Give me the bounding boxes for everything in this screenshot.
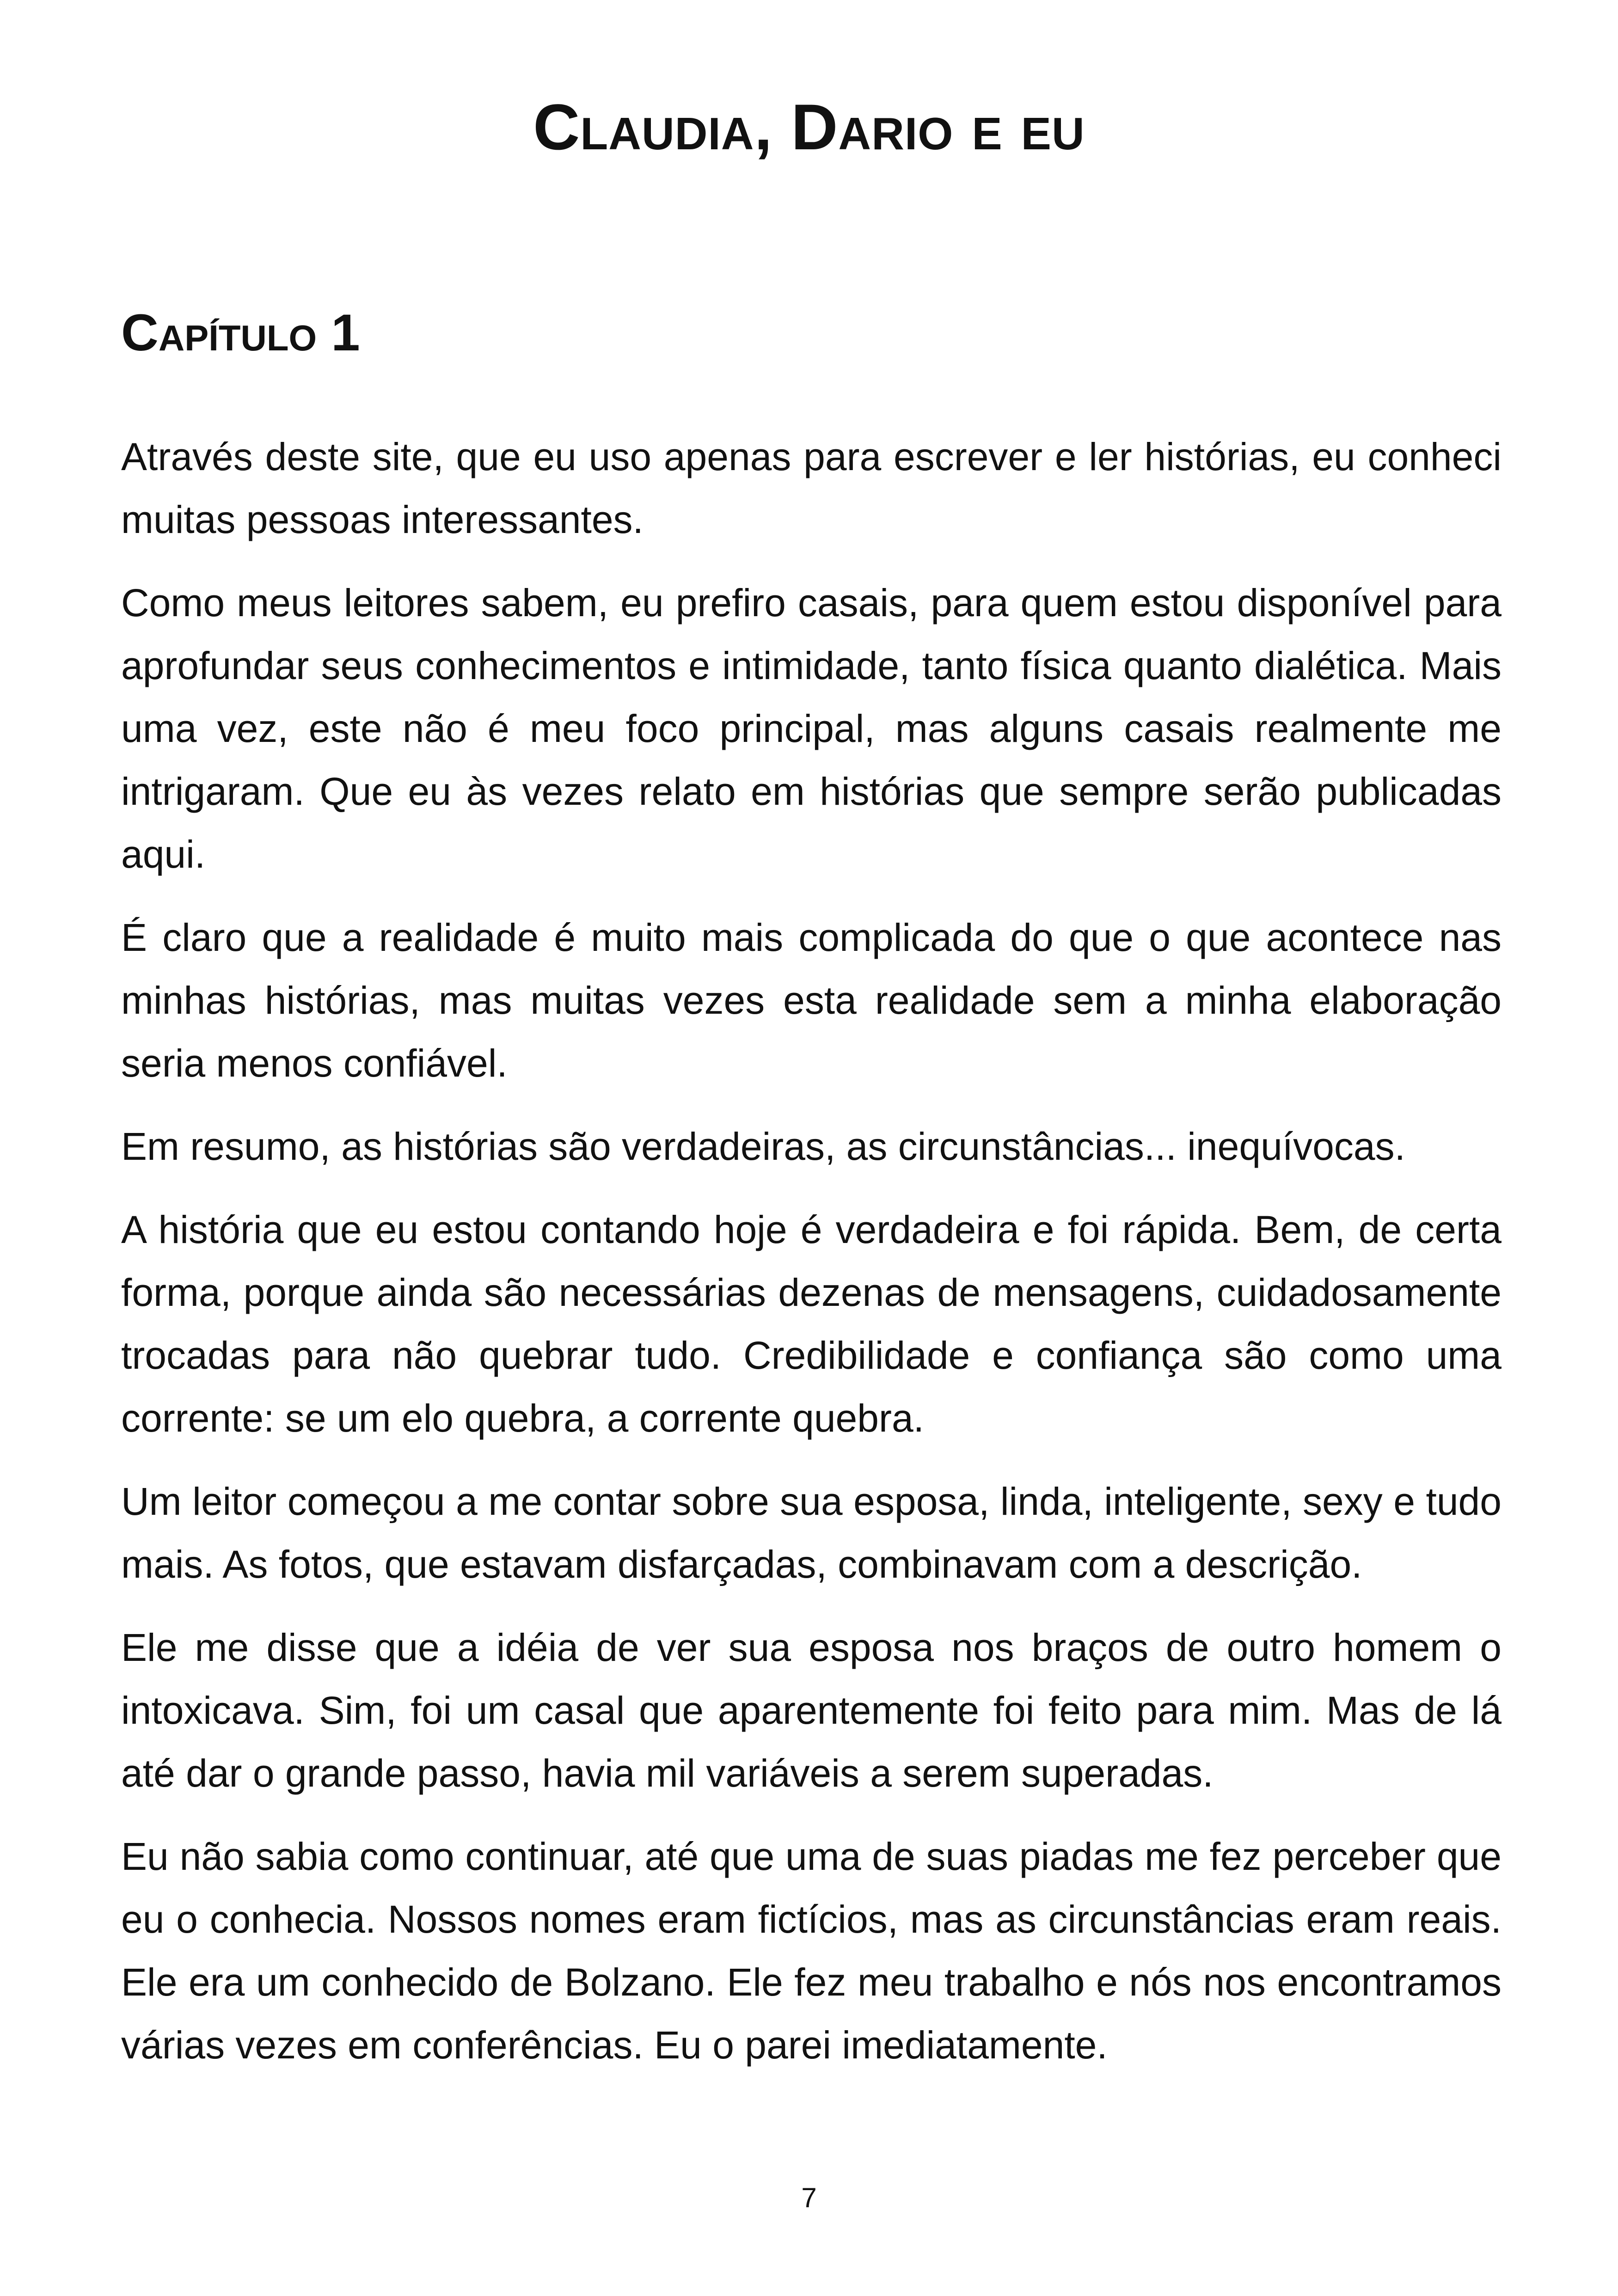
body-text: [121, 425, 1502, 2097]
paragraph-2: Como meus leitores sabem, eu prefiro casais, para quem estou disponível para aprofundar seus conhecimentos e intimidade, tanto física quanto dialética. Mais uma vez, este não é meu foco principal, mas alguns casais realmente me intrigaram. Que eu às vezes relato em histórias que sempre serão publicadas aqui.: [121, 581, 1502, 876]
paragraph-5: A história que eu estou contando hoje é verdadeira e foi rápida. Bem, de certa forma, porque ainda são necessárias dezenas de mensagens, cuidadosamente trocadas para não quebrar tudo. Credibilidade e confiança são como uma corrente: se um elo quebra, a corrente quebra.: [121, 1208, 1502, 1440]
page-number: 7: [801, 2182, 817, 2213]
paragraph-3: É claro que a realidade é muito mais complicada do que o que acontece nas minhas histórias, mas muitas vezes esta realidade sem a minha elaboração seria menos confiável.: [121, 916, 1502, 1085]
paragraph-1: Através deste site, que eu uso apenas para escrever e ler histórias, eu conheci muitas pessoas interessantes.: [121, 435, 1502, 541]
paragraph-4: Em resumo, as histórias são verdadeiras, as circunstâncias... inequívocas.: [121, 1125, 1405, 1168]
paragraph-6: Um leitor começou a me contar sobre sua esposa, linda, inteligente, sexy e tudo mais. As fotos, que estavam disfarçadas, combinavam com a descrição.: [121, 1480, 1502, 1586]
paragraph-8: Eu não sabia como continuar, até que uma de suas piadas me fez perceber que eu o conhecia. Nossos nomes eram fictícios, mas as circunstâncias eram reais. Ele era um conhecido de Bolzano. Ele fez meu trabalho e nós nos encontramos várias vezes em conferências. Eu o parei imediatamente.: [121, 1835, 1502, 2067]
paragraph-7: Ele me disse que a idéia de ver sua esposa nos braços de outro homem o intoxicava. Sim, foi um casal que aparentemente foi feito para mim. Mas de lá até dar o grande passo, havia mil variáveis a serem superadas.: [121, 1626, 1502, 1795]
book-title: Claudia, Dario e eu: [533, 91, 1085, 163]
chapter-title: Capítulo 1: [121, 304, 360, 361]
